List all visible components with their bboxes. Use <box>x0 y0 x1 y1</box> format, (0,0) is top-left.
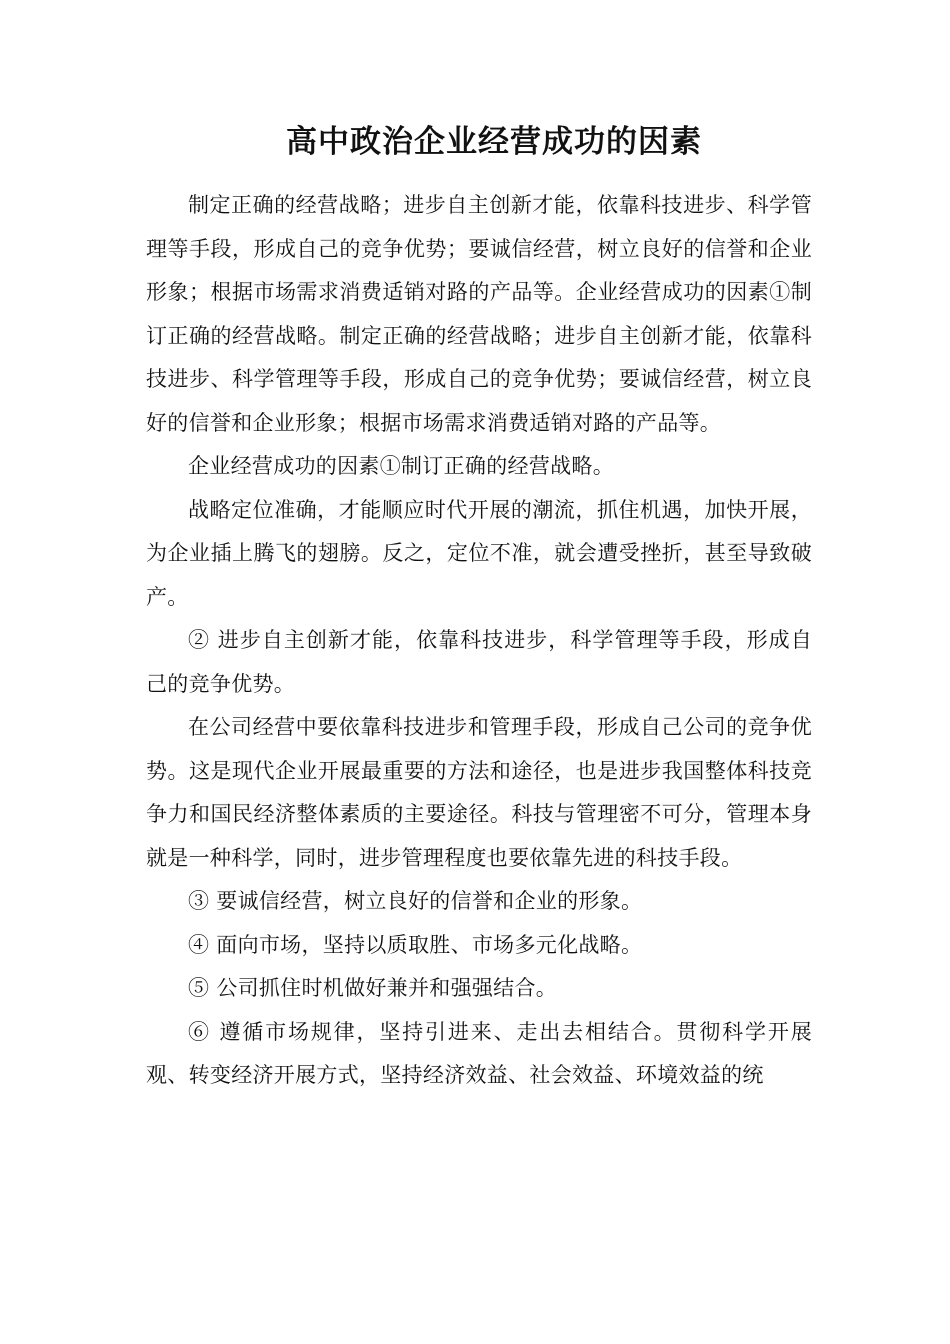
paragraph-8: ⑤ 公司抓住时机做好兼并和强强结合。 <box>188 976 558 1000</box>
paragraph-1: 制定正确的经营战略；进步自主创新才能，依靠科技进步、科学管理等手段，形成自己的竞争优势；要诚信经营，树立良好的信誉和企业形象；根据市场需求消费适销对路的产品等。企业经营成功的因素①制订正确的经营战略。制定正确的经营战略；进步自主创新才能，依靠科技进步、科学管理等手段，形成自己的竞争优势；要诚信经营，树立良好的信誉和企业形象；根据市场需求消费适销对路的产品等。 <box>146 193 812 435</box>
paragraph-7: ④ 面向市场，坚持以质取胜、市场多元化战略。 <box>188 932 643 957</box>
document-title: 高中政治企业经营成功的因素 <box>286 124 702 160</box>
paragraph-3: 战略定位准确，才能顺应时代开展的潮流，抓住机遇，加快开展，为企业插上腾飞的翅膀。反之，定位不准，就会遭受挫折，甚至导致破产。 <box>146 497 812 609</box>
paragraph-4: ② 进步自主创新才能，依靠科技进步，科学管理等手段，形成自己的竞争优势。 <box>146 628 812 696</box>
paragraph-6: ③ 要诚信经营，树立良好的信誉和企业的形象。 <box>188 889 643 913</box>
paragraph-9: ⑥ 遵循市场规律，坚持引进来、走出去相结合。贯彻科学开展观、转变经济开展方式，坚持经济效益、社会效益、环境效益的统 <box>146 1019 812 1087</box>
paragraph-2: 企业经营成功的因素①制订正确的经营战略。 <box>188 454 614 478</box>
paragraph-5: 在公司经营中要依靠科技进步和管理手段，形成自己公司的竞争优势。这是现代企业开展最重要的方法和途径，也是进步我国整体科技竞争力和国民经济整体素质的主要途径。科技与管理密不可分，管理本身就是一种科学，同时，进步管理程度也要依靠先进的科技手段。 <box>146 715 812 870</box>
document-body <box>146 184 812 1098</box>
